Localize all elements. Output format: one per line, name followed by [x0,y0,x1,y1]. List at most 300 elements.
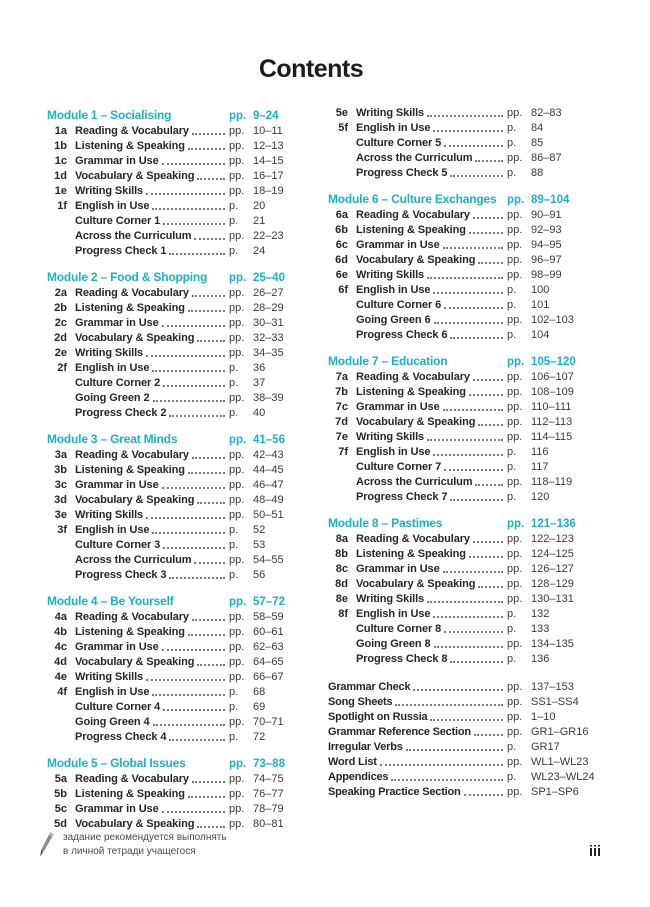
toc-entry [328,709,613,724]
pages-abbrev: p. [229,362,239,374]
toc-entry [47,639,323,654]
dotted-leader [434,322,504,324]
module-pages [507,518,613,531]
entry-prefix: 1b [54,140,67,152]
entry-label: English in Use [356,122,431,134]
entry-label: Going Green 8 [356,638,431,650]
entry-label: Writing Skills [75,509,144,521]
entry-prefix: 8c [335,563,348,575]
entry-label: English in Use [75,524,150,536]
dotted-leader [146,193,225,195]
dotted-leader [474,734,503,736]
pages-abbrev: pp. [229,671,245,683]
pages-abbrev: p. [229,377,239,389]
entry-label: Progress Check 2 [75,407,167,419]
entry-prefix: 2d [54,332,67,344]
pages-range: 20 [253,200,266,212]
dotted-leader [433,292,503,294]
pages-range: 57–72 [253,596,285,608]
dotted-leader [169,415,225,417]
entry-pages [507,314,613,327]
dotted-leader [475,160,503,162]
footnote-text [63,831,227,858]
entry-prefix: 4b [54,626,67,638]
page-title: Contents [258,55,364,83]
entry-label: Reading & Vocabulary [75,287,189,299]
toc-entry [47,786,323,801]
dotted-leader [444,307,503,309]
pages-range: 80–81 [253,818,284,830]
entry-label: Grammar Check [328,681,411,693]
toc-entry [328,369,613,384]
toc-entry [328,561,613,576]
entry-label: Spotlight on Russia [328,711,428,723]
entry-prefix: 1e [54,185,67,197]
entry-label: Irregular Verbs [328,741,403,753]
pages-abbrev: pp. [229,641,245,653]
entry-label: Progress Check 7 [356,491,448,503]
entry-label: Reading & Vocabulary [356,209,470,221]
entry-prefix: 3d [54,494,67,506]
toc-entry [47,213,323,228]
pages-abbrev: pp. [229,302,245,314]
toc-entry [47,330,323,345]
pages-abbrev: pp. [229,140,245,152]
pages-range: GR1–GR16 [531,726,589,738]
entry-pages [507,548,613,561]
dotted-leader [473,541,503,543]
entry-label: Grammar in Use [75,479,159,491]
entry-pages [507,696,613,709]
pages-range: 72 [253,731,266,743]
entry-label: Reading & Vocabulary [356,533,470,545]
toc-entry [47,123,323,138]
pages-abbrev: pp. [229,716,245,728]
entry-label: Writing Skills [356,431,425,443]
entry-prefix: 8f [338,608,348,620]
entry-prefix: 5f [338,122,348,134]
toc-section [328,189,613,342]
entry-label: Vocabulary & Speaking [356,578,476,590]
pages-abbrev: pp. [229,596,247,608]
pages-abbrev: pp. [229,332,245,344]
pages-abbrev: pp. [229,611,245,623]
pages-abbrev: pp. [507,239,523,251]
dotted-leader [162,163,225,165]
pages-range: 32–33 [253,332,284,344]
pages-range: 121–136 [531,518,576,530]
entry-pages [507,638,613,651]
pages-range: 41–56 [253,434,285,446]
module-pages [229,110,323,123]
toc-entry [328,384,613,399]
dotted-leader [433,616,503,618]
toc-section [47,753,323,831]
entry-pages [507,608,613,621]
pages-abbrev: pp. [507,416,523,428]
entry-prefix: 2a [54,287,67,299]
pages-abbrev: pp. [229,125,245,137]
pages-abbrev: pp. [507,401,523,413]
entry-pages [507,726,613,739]
entry-pages [229,716,323,729]
pages-abbrev: pp. [507,314,523,326]
toc-entry [47,285,323,300]
module-title: Module 3 – Great Minds [47,432,178,446]
dotted-leader [188,634,225,636]
entry-label: Listening & Speaking [75,464,185,476]
entry-prefix: 7e [335,431,348,443]
module-pages [229,272,323,285]
toc-entry [328,784,613,799]
toc-entry [47,522,323,537]
pages-abbrev: pp. [229,626,245,638]
pages-abbrev: pp. [507,152,523,164]
module-title: Module 7 – Education [328,354,448,368]
pages-range: 50–51 [253,509,284,521]
dotted-leader [152,208,225,210]
toc-entry [47,198,323,213]
pages-range: 128–129 [531,578,574,590]
toc-entry [328,150,613,165]
entry-pages [507,152,613,165]
pages-range: 44–45 [253,464,284,476]
toc-entry [47,243,323,258]
entry-prefix: 8d [335,578,348,590]
dotted-leader [162,325,225,327]
dotted-leader [146,517,225,519]
dotted-leader [464,794,503,796]
toc-entry [47,477,323,492]
footnote-line2: в личной тетради учащегося [63,845,196,857]
entry-label: Listening & Speaking [356,224,466,236]
entry-pages [507,593,613,606]
pages-range: 22–23 [253,230,284,242]
entry-prefix: 2b [54,302,67,314]
pages-range: 30–31 [253,317,284,329]
entry-prefix: 1a [54,125,67,137]
dotted-leader [427,277,503,279]
toc-entry [47,567,323,582]
pages-range: 34–35 [253,347,284,359]
entry-prefix: 5d [54,818,67,830]
entry-pages [507,476,613,489]
pages-range: 1–10 [531,711,556,723]
dotted-leader [450,175,503,177]
pages-range: 37 [253,377,266,389]
entry-pages [229,479,323,492]
pages-abbrev: p. [507,608,517,620]
dotted-leader [469,232,503,234]
dotted-leader [433,454,503,456]
dotted-leader [194,238,225,240]
entry-pages [229,302,323,315]
dotted-leader [197,502,225,504]
pages-range: 88 [531,167,544,179]
pages-range: WL1–WL23 [531,756,589,768]
entry-label: Word List [328,756,377,768]
entry-pages [229,569,323,582]
entry-label: Culture Corner 1 [75,215,161,227]
entry-label: Reading & Vocabulary [75,449,189,461]
dotted-leader [413,689,503,691]
pages-abbrev: pp. [229,479,245,491]
pages-range: 124–125 [531,548,574,560]
entry-pages [229,509,323,522]
pages-range: 132 [531,608,550,620]
entry-pages [229,803,323,816]
toc-entry [328,282,613,297]
entry-label: English in Use [356,608,431,620]
pages-range: 112–113 [531,416,573,428]
dotted-leader [427,439,503,441]
dotted-leader [153,400,226,402]
entry-pages [507,209,613,222]
entry-pages [507,137,613,150]
pages-range: 94–95 [531,239,562,251]
entry-label: Grammar in Use [75,641,159,653]
pages-abbrev: pp. [229,110,247,122]
module-title: Module 8 – Pastimes [328,516,443,530]
pages-abbrev: p. [507,653,517,665]
entry-pages [229,170,323,183]
entry-label: Writing Skills [75,347,144,359]
toc-entry [328,444,613,459]
right-column [328,105,613,799]
entry-prefix: 6b [335,224,348,236]
pages-abbrev: pp. [229,287,245,299]
entry-label: Writing Skills [356,107,425,119]
pages-range: 134–135 [531,638,574,650]
entry-label: Vocabulary & Speaking [356,254,476,266]
entry-label: Writing Skills [356,269,425,281]
toc-entry [47,771,323,786]
toc-entry [47,801,323,816]
toc-entry [328,165,613,180]
toc-entry [328,312,613,327]
dotted-leader [395,704,503,706]
entry-pages [229,287,323,300]
entry-label: Grammar in Use [75,155,159,167]
pages-abbrev: pp. [229,554,245,566]
toc-entry [328,135,613,150]
entry-label: Vocabulary & Speaking [356,416,476,428]
entry-prefix: 3f [57,524,67,536]
toc-entry [328,636,613,651]
pages-range: 133 [531,623,550,635]
entry-pages [229,185,323,198]
toc-entry [47,375,323,390]
pages-range: 18–19 [253,185,284,197]
entry-label: Going Green 2 [75,392,150,404]
dotted-leader [194,562,225,564]
toc-entry [328,606,613,621]
pages-abbrev: pp. [229,773,245,785]
entry-label: Listening & Speaking [75,626,185,638]
toc-section [47,591,323,744]
entry-prefix: 3c [54,479,67,491]
entry-prefix: 7c [335,401,348,413]
entry-prefix: 1d [54,170,67,182]
entry-pages [229,671,323,684]
pages-range: GR17 [531,741,560,753]
pages-range: 52 [253,524,266,536]
dotted-leader [444,469,503,471]
pages-range: 70–71 [253,716,284,728]
pages-abbrev: pp. [507,756,523,768]
toc-entry [328,651,613,666]
module-heading [47,753,323,771]
toc-entry [47,684,323,699]
module-pages [507,194,613,207]
toc-entry [47,183,323,198]
dotted-leader [450,499,503,501]
pages-range: 10–11 [253,125,283,137]
entry-pages [229,818,323,831]
dotted-leader [162,649,225,651]
pages-abbrev: p. [507,299,517,311]
entry-label: Going Green 6 [356,314,431,326]
dotted-leader [443,571,503,573]
entry-pages [507,284,613,297]
dotted-leader [197,826,225,828]
entry-label: Listening & Speaking [75,302,185,314]
pages-abbrev: p. [507,446,517,458]
toc-entry [328,531,613,546]
pages-range: 82–83 [531,107,562,119]
entry-label: English in Use [75,686,150,698]
entry-pages [507,401,613,414]
dotted-leader [450,661,503,663]
toc-section [47,267,323,420]
entry-label: Vocabulary & Speaking [75,170,195,182]
dotted-leader [434,646,504,648]
pages-range: 24 [253,245,266,257]
pages-abbrev: p. [507,137,517,149]
pages-range: 108–109 [531,386,574,398]
pages-abbrev: pp. [507,681,523,693]
entry-pages [229,788,323,801]
entry-pages [229,686,323,699]
pages-abbrev: pp. [507,356,525,368]
dotted-leader [192,133,225,135]
pages-abbrev: pp. [507,386,523,398]
entry-pages [507,786,613,799]
pages-abbrev: pp. [507,269,523,281]
entry-prefix: 4a [54,611,67,623]
toc-entry [47,345,323,360]
pages-range: 78–79 [253,803,284,815]
toc-entry [47,609,323,624]
toc-entry [47,228,323,243]
module-title: Module 4 – Be Yourself [47,594,174,608]
pages-range: 62–63 [253,641,284,653]
footnote [38,831,227,863]
toc-entry [328,546,613,561]
entry-prefix: 4f [57,686,67,698]
pages-abbrev: pp. [229,170,245,182]
toc-entry [328,474,613,489]
toc-entry [328,105,613,120]
pages-abbrev: pp. [229,758,247,770]
module-pages [229,434,323,447]
pages-abbrev: pp. [229,449,245,461]
entry-label: Listening & Speaking [75,140,185,152]
pages-range: SP1–SP6 [531,786,579,798]
dotted-leader [146,679,225,681]
entry-pages [229,494,323,507]
entry-pages [507,741,613,754]
pages-range: 9–24 [253,110,279,122]
pages-range: 92–93 [531,224,562,236]
dotted-leader [391,779,503,781]
pages-abbrev: p. [507,284,517,296]
entry-pages [507,254,613,267]
module-title: Module 1 – Socialising [47,108,172,122]
pages-abbrev: pp. [507,786,523,798]
dotted-leader [163,223,225,225]
pages-abbrev: pp. [229,464,245,476]
entry-pages [507,416,613,429]
pages-range: 84 [531,122,544,134]
entry-prefix: 4d [54,656,67,668]
toc-entry [47,390,323,405]
pages-range: 96–97 [531,254,562,266]
pages-range: 90–91 [531,209,562,221]
entry-prefix: 3e [54,509,67,521]
entry-prefix: 4c [54,641,67,653]
entry-label: Progress Check 5 [356,167,448,179]
toc-entry [328,237,613,252]
entry-label: Reading & Vocabulary [356,371,470,383]
page-number: iii [589,844,602,860]
pages-range: 25–40 [253,272,285,284]
entry-prefix: 8a [335,533,348,545]
entry-pages [507,239,613,252]
pages-abbrev: pp. [507,638,523,650]
toc-entry [47,300,323,315]
dotted-leader [152,694,225,696]
entry-label: Song Sheets [328,696,393,708]
toc-entry [47,138,323,153]
entry-pages [229,611,323,624]
pages-range: 40 [253,407,266,419]
pages-abbrev: p. [229,686,239,698]
pages-range: 53 [253,539,266,551]
pages-abbrev: p. [229,245,239,257]
pages-range: 60–61 [253,626,284,638]
dotted-leader [169,577,225,579]
module-title: Module 6 – Culture Exchanges [328,192,497,206]
dotted-leader [197,340,225,342]
module-title: Module 5 – Global Issues [47,756,186,770]
entry-pages [507,431,613,444]
entry-prefix: 6e [335,269,348,281]
pages-abbrev: pp. [507,593,523,605]
pages-abbrev: pp. [507,548,523,560]
entry-pages [229,200,323,213]
pages-range: 98–99 [531,269,562,281]
entry-pages [229,317,323,330]
entry-prefix: 7d [335,416,348,428]
entry-label: Grammar in Use [75,803,159,815]
pages-range: 122–123 [531,533,574,545]
pages-abbrev: p. [229,200,239,212]
pages-range: 74–75 [253,773,284,785]
entry-pages [507,533,613,546]
toc-entry [328,252,613,267]
pages-range: 56 [253,569,266,581]
